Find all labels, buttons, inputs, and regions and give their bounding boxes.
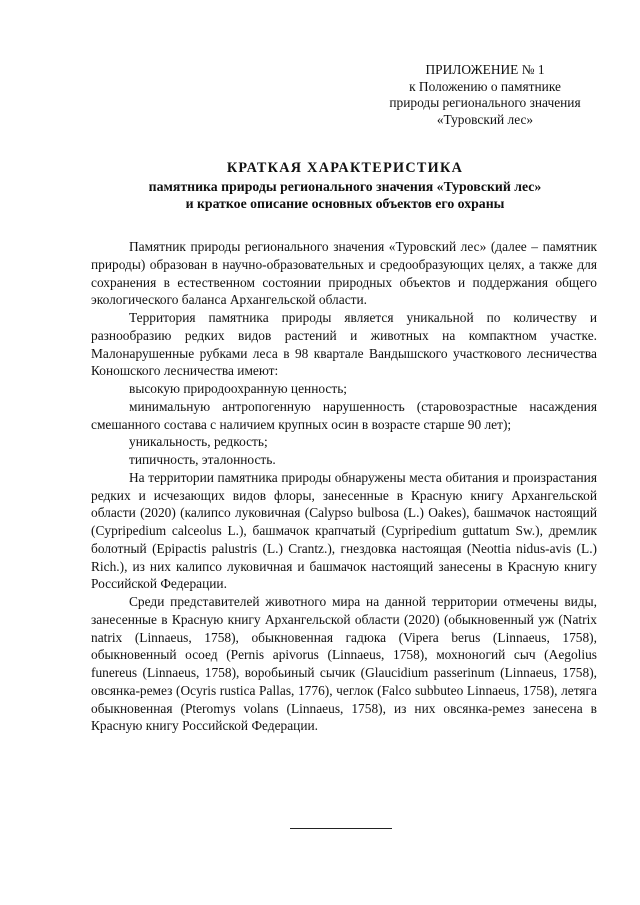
document-title: КРАТКАЯ ХАРАКТЕРИСТИКА xyxy=(226,160,464,176)
appendix-reference: природы регионального значения xyxy=(389,95,581,110)
paragraph: Среди представителей животного мира на данной территории отмечены виды, занесенные в Красную книгу Архангельской области (2020) (обыкновенный уж (Natrix natrix (Linnaeus, 1758), обыкновенная гадюка (Vipera berus (Linnaeus, 1758), обыкновенный осоед (Pernis apivorus (Linnaeus, 1758), мохноногий сыч (Aegolius funereus (Linnaeus, 1758), воробьиный сычик (Glaucidium passerinum (Linnaeus, 1758), овсянка-ремез (Ocyris rustica Pallas, 1776), чеглок (Falco subbuteo Linnaeus, 1758), летяга обыкновенная (Pteromys volans (Linnaeus, 1758), из них овсянка-ремез занесена в Красную книгу Российской Федерации. xyxy=(91,594,597,734)
list-item: высокую природоохранную ценность; xyxy=(129,381,348,396)
list-item: уникальность, редкость; xyxy=(129,434,268,450)
appendix-reference: «Туровский лес» xyxy=(436,111,534,127)
paragraph: Территория памятника природы является уникальной по количеству и разнообразию редких видов растений и животных на компактном участке. Малонарушенные рубками леса в 98 квартале Вандышского участкового лесничества Коношского лесничества имеют: xyxy=(91,310,597,379)
list-item: типичность, эталонность. xyxy=(129,452,276,467)
document-body xyxy=(91,238,597,735)
appendix-header xyxy=(372,62,598,128)
appendix-reference: к Положению о памятнике xyxy=(409,78,561,94)
list-item: минимальную антропогенную нарушенность (старовозрастные насаждения смешанного состава с наличием крупных осин в возрасте старше 90 лет); xyxy=(91,398,597,432)
appendix-number: ПРИЛОЖЕНИЕ № 1 xyxy=(425,62,545,77)
paragraph: Памятник природы регионального значения «Туровский лес» (далее – памятник природы) образован в научно-образовательных и средообразующих целях, а также для сохранения в естественном состоянии природных объектов и поддержания общего экологического баланса Архангельской области. xyxy=(91,239,597,308)
paragraph: На территории памятника природы обнаружены места обитания и произрастания редких и исчезающих видов флоры, занесенные в Красную книгу Архангельской области (2020) (калипсо луковичная (Calypso bulbosa (L.) Oakes), башмачок настоящий (Cypripedium calceolus L.), башмачок крапчатый (Cypripedium guttatum Sw.), дремлик болотный (Epipactis palustris (L.) Crantz.), гнездовка настоящая (Neottia nidus-avis (L.) Rich.), из них калипсо луковичная и башмачок настоящий занесены в Красную книгу Российской Федерации. xyxy=(91,469,597,592)
end-divider xyxy=(290,828,392,829)
document-heading xyxy=(90,160,600,213)
document-subtitle: и краткое описание основных объектов его охраны xyxy=(185,196,505,211)
document-subtitle: памятника природы регионального значения «Туровский лес» xyxy=(148,178,542,194)
